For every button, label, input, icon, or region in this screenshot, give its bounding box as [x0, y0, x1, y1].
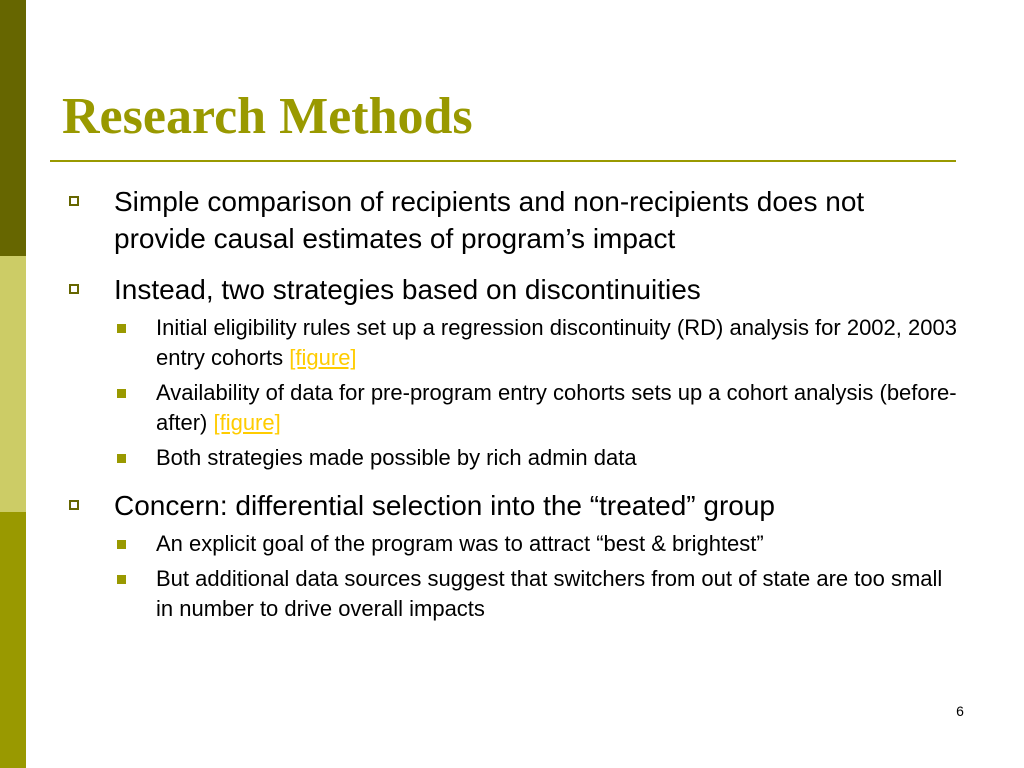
- sub-bullet-text: An explicit goal of the program was to attract “best & brightest”: [156, 531, 764, 556]
- slide-title: Research Methods: [62, 88, 473, 145]
- sub-bullet-item: [62, 378, 962, 438]
- figure-link[interactable]: [figure]: [213, 410, 281, 435]
- hollow-square-bullet-icon: [69, 500, 79, 510]
- page-number: 6: [956, 703, 964, 719]
- sub-bullet-item: [62, 443, 962, 473]
- bullet-item: [62, 487, 962, 524]
- filled-square-bullet-icon: [117, 540, 126, 549]
- filled-square-bullet-icon: [117, 454, 126, 463]
- sub-bullet-text: Both strategies made possible by rich admin data: [156, 445, 637, 470]
- hollow-square-bullet-icon: [69, 196, 79, 206]
- sub-bullet-text: Initial eligibility rules set up a regression discontinuity (RD) analysis for 2002, 2003 entry cohorts: [156, 315, 957, 370]
- filled-square-bullet-icon: [117, 575, 126, 584]
- bullet-text: Instead, two strategies based on discontinuities: [114, 274, 701, 305]
- sub-bullet-item: [62, 313, 962, 373]
- sub-bullet-item: [62, 529, 962, 559]
- title-underline: [50, 160, 956, 162]
- bullet-item: [62, 183, 962, 257]
- bullet-text: Concern: differential selection into the “treated” group: [114, 490, 775, 521]
- bullet-text: Simple comparison of recipients and non-recipients does not provide causal estimates of program’s impact: [114, 186, 865, 254]
- side-band-top: [0, 0, 26, 256]
- bullet-item: [62, 271, 962, 308]
- sub-bullet-text: But additional data sources suggest that switchers from out of state are too small in number to drive overall impacts: [156, 566, 943, 621]
- side-band-middle: [0, 256, 26, 512]
- hollow-square-bullet-icon: [69, 284, 79, 294]
- filled-square-bullet-icon: [117, 324, 126, 333]
- bullet-list: [62, 183, 962, 624]
- sub-bullet-text: Availability of data for pre-program entry cohorts sets up a cohort analysis (before-after): [156, 380, 957, 435]
- figure-link[interactable]: [figure]: [289, 345, 357, 370]
- sub-bullet-item: [62, 564, 962, 624]
- filled-square-bullet-icon: [117, 389, 126, 398]
- side-band-bottom: [0, 512, 26, 768]
